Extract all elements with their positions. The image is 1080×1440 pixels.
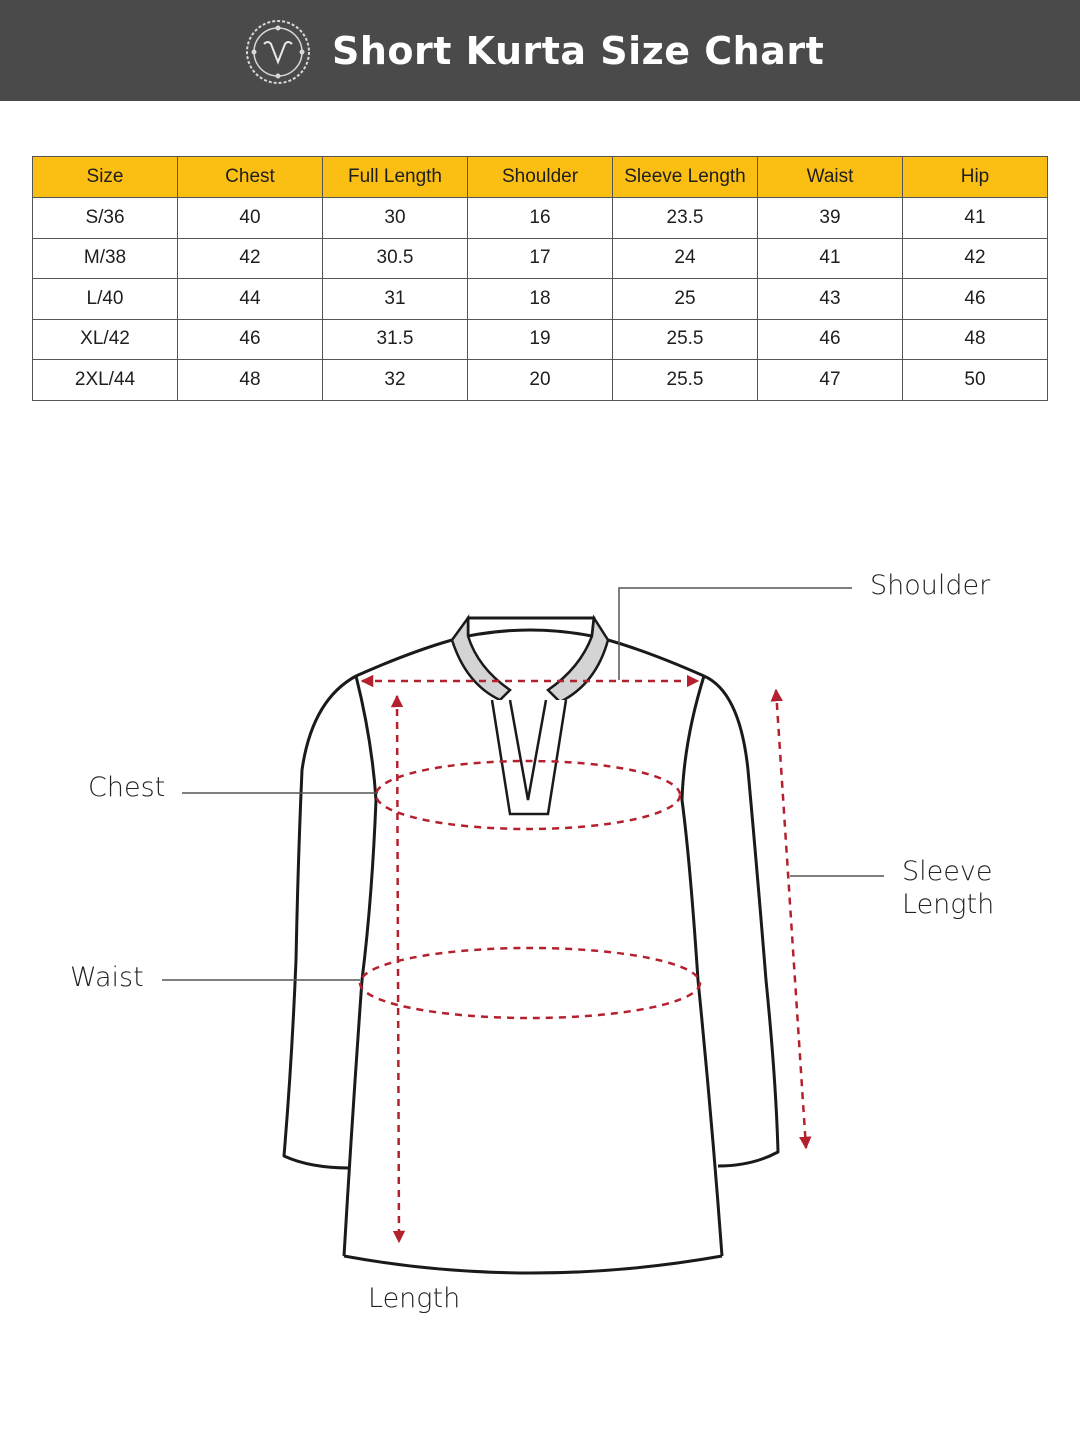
shoulder-label: Shoulder <box>870 570 991 601</box>
table-cell: M/38 <box>33 238 178 279</box>
table-cell: 19 <box>468 319 613 360</box>
table-cell: 25 <box>613 279 758 320</box>
table-cell: 31.5 <box>323 319 468 360</box>
table-cell: 42 <box>903 238 1048 279</box>
table-cell: 16 <box>468 198 613 239</box>
table-cell: 31 <box>323 279 468 320</box>
column-header: Hip <box>903 157 1048 198</box>
table-cell: 20 <box>468 360 613 401</box>
table-cell: 43 <box>758 279 903 320</box>
table-cell: L/40 <box>33 279 178 320</box>
table-cell: 17 <box>468 238 613 279</box>
table-cell: 30 <box>323 198 468 239</box>
table-cell: 18 <box>468 279 613 320</box>
column-header: Sleeve Length <box>613 157 758 198</box>
table-cell: 46 <box>903 279 1048 320</box>
column-header: Waist <box>758 157 903 198</box>
table-cell: S/36 <box>33 198 178 239</box>
table-cell: XL/42 <box>33 319 178 360</box>
table-cell: 48 <box>903 319 1048 360</box>
column-header: Size <box>33 157 178 198</box>
table-cell: 30.5 <box>323 238 468 279</box>
table-cell: 48 <box>178 360 323 401</box>
length-label: Length <box>368 1283 461 1314</box>
table-cell: 25.5 <box>613 319 758 360</box>
sleeve-length-label-line2: Length <box>902 889 995 920</box>
chest-label: Chest <box>88 772 166 803</box>
table-cell: 41 <box>903 198 1048 239</box>
page-title: Short Kurta Size Chart <box>332 29 825 73</box>
column-header: Full Length <box>323 157 468 198</box>
table-cell: 25.5 <box>613 360 758 401</box>
table-cell: 50 <box>903 360 1048 401</box>
column-header: Shoulder <box>468 157 613 198</box>
table-cell: 47 <box>758 360 903 401</box>
table-cell: 32 <box>323 360 468 401</box>
column-header: Chest <box>178 157 323 198</box>
table-cell: 39 <box>758 198 903 239</box>
waist-measure-loop <box>360 948 700 1018</box>
table-cell: 24 <box>613 238 758 279</box>
table-cell: 46 <box>758 319 903 360</box>
table-cell: 23.5 <box>613 198 758 239</box>
table-cell: 44 <box>178 279 323 320</box>
table-cell: 2XL/44 <box>33 360 178 401</box>
sleeve-measure-arrow <box>776 690 806 1148</box>
waist-label: Waist <box>70 962 144 993</box>
measurement-guides <box>360 681 806 1242</box>
collar <box>452 618 608 814</box>
table-cell: 40 <box>178 198 323 239</box>
table-cell: 46 <box>178 319 323 360</box>
table-cell: 42 <box>178 238 323 279</box>
sleeve-length-label-line1: Sleeve <box>902 856 993 887</box>
table-cell: 41 <box>758 238 903 279</box>
